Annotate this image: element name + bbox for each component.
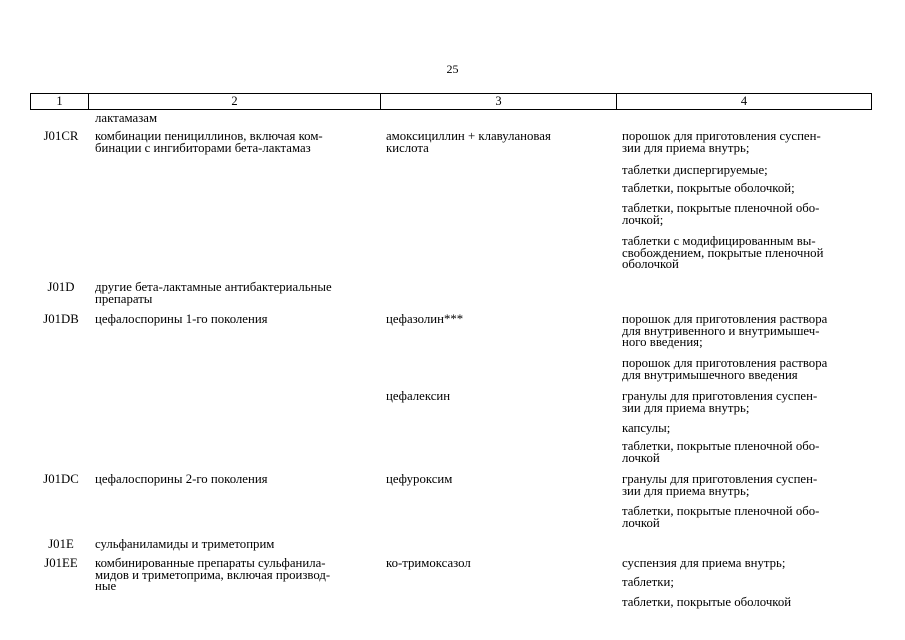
header-col-1: 1 [31, 94, 89, 109]
drug-name-j01cr: амоксициллин + клавулановая кислота [386, 129, 551, 155]
dosage-form: порошок для приготовления суспен- зии для приема внутрь; [622, 129, 821, 155]
dosage-form: таблетки с модифицированным вы- свобождением, покрытые пленочной оболочкой [622, 234, 824, 271]
atc-code-j01dc: J01DC [43, 472, 79, 486]
dosage-form: гранулы для приготовления суспен- зии для приема внутрь; [622, 389, 818, 415]
dosage-form: таблетки, покрытые оболочкой; [622, 181, 795, 195]
group-name-j01cr: комбинации пенициллинов, включая ком- бинации с ингибиторами бета-лактамаз [95, 129, 323, 155]
dosage-form: суспензия для приема внутрь; [622, 556, 786, 570]
group-name-j01dc: цефалоспорины 2-го поколения [95, 472, 268, 486]
header-col-2: 2 [89, 94, 381, 109]
page-number: 25 [446, 62, 459, 76]
atc-code-j01ee: J01EE [44, 556, 78, 570]
dosage-form: порошок для приготовления раствора для внутримышечного введения [622, 356, 828, 382]
group-name-j01e: сульфаниламиды и триметоприм [95, 537, 275, 551]
dosage-form: порошок для приготовления раствора для внутривенного и внутримышеч- ного введения; [622, 312, 828, 349]
header-col-4: 4 [740, 94, 748, 108]
drug-name-cefazolin: цефазолин*** [386, 312, 464, 326]
atc-code-j01db: J01DB [43, 312, 79, 326]
group-name-j01d: другие бета-лактамные антибактериальные препараты [95, 280, 332, 306]
atc-code-j01cr: J01CR [43, 129, 79, 143]
atc-code-j01e: J01E [48, 537, 74, 551]
drug-name-cefalexin: цефалексин [386, 389, 451, 403]
dosage-form: таблетки, покрытые оболочкой [622, 595, 792, 609]
dosage-form: капсулы; [622, 421, 671, 435]
dosage-form: таблетки, покрытые пленочной обо- лочкой [622, 504, 820, 530]
group-name-j01ee: комбинированные препараты сульфанила- мидов и триметоприма, включая производ- ные [95, 556, 331, 593]
atc-code-j01d: J01D [47, 280, 75, 294]
row-continuation-name: лактамазам [95, 111, 158, 125]
dosage-form: таблетки, покрытые пленочной обо- лочкой; [622, 201, 820, 227]
dosage-form: таблетки диспергируемые; [622, 163, 768, 177]
table-header [30, 93, 872, 110]
drug-name-cefuroxime: цефуроксим [386, 472, 453, 486]
dosage-form: таблетки, покрытые пленочной обо- лочкой [622, 439, 820, 465]
drug-name-co-trimoxazole: ко-тримоксазол [386, 556, 471, 570]
group-name-j01db: цефалоспорины 1-го поколения [95, 312, 268, 326]
header-col-3: 3 [381, 94, 617, 109]
dosage-form: таблетки; [622, 575, 674, 589]
dosage-form: гранулы для приготовления суспен- зии для приема внутрь; [622, 472, 818, 498]
